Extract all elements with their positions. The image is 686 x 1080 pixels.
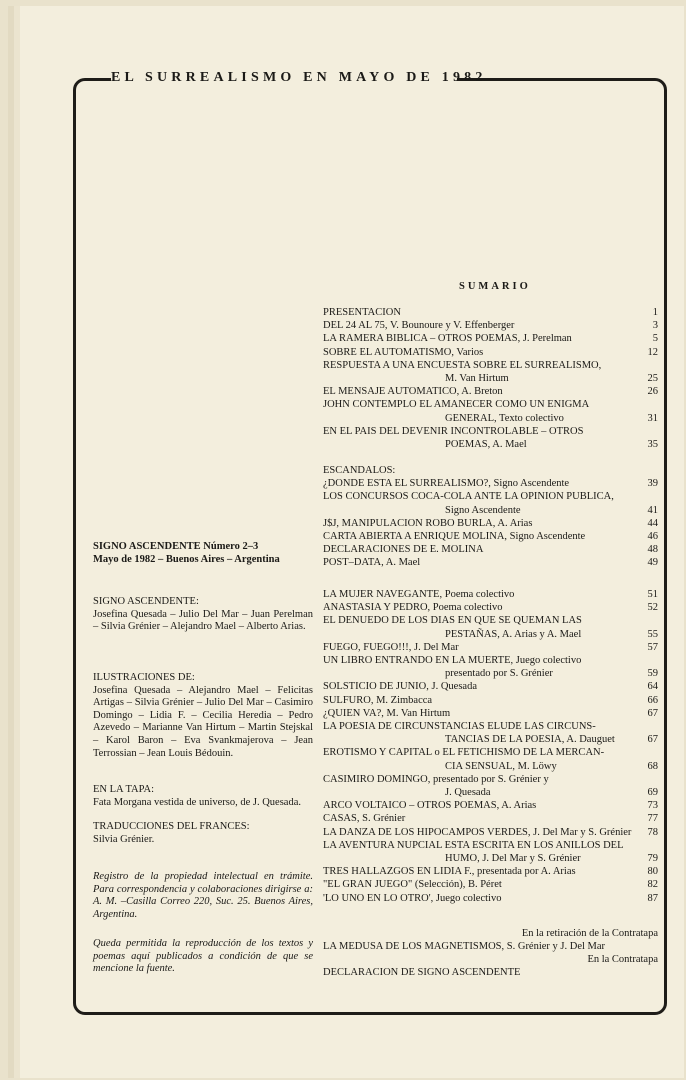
permitida-text: Queda permitida la reproducción de los textos y poemas aquí publicados a condición de que se mencione la fuente. — [93, 938, 313, 975]
toc-entry — [323, 720, 658, 746]
toc-entry — [323, 332, 658, 345]
declaracion-entry: DECLARACION DE SIGNO ASCENDENTE — [323, 967, 521, 978]
toc-entry-title: PRESENTACION — [323, 307, 401, 318]
toc-entry-title: CASAS, S. Grénier — [323, 813, 406, 825]
toc-page-number: 52 — [647, 602, 658, 614]
section-heading-escandalos: ESCANDALOS: — [323, 465, 396, 476]
toc-entry — [323, 826, 658, 839]
toc-page-number: 57 — [647, 641, 658, 653]
toc-entry — [323, 543, 658, 556]
toc-entry — [323, 346, 658, 359]
toc-entry-title: EL MENSAJE AUTOMATICO, A. Breton — [323, 386, 503, 398]
toc-entry-title: SOBRE EL AUTOMATISMO, Varios — [323, 346, 484, 358]
toc-entry — [323, 588, 658, 601]
toc-entry — [323, 746, 658, 772]
toc-page-number: 64 — [647, 681, 658, 693]
toc-entry-title: LA RAMERA BIBLICA – OTROS POEMAS, J. Perelman — [323, 333, 572, 345]
toc-entry — [323, 490, 658, 516]
toc-page-number: 39 — [647, 478, 658, 490]
toc-entry — [323, 799, 658, 812]
toc-entry-title: ANASTASIA Y PEDRO, Poema colectivo — [323, 602, 503, 614]
registro-text: Registro de la propiedad intelectual en trámite. Para correspondencia y colaboraciones dirigirse a: A. M. –Casilla Correo 220, Suc. 25. Buenos Aires, Argentina. — [93, 871, 313, 920]
toc-entry — [323, 319, 658, 332]
toc-entry-title: ARCO VOLTAICO – OTROS POEMAS, A. Arias — [323, 800, 537, 812]
toc-entry-continuation: PESTAÑAS, A. Arias y A. Mael — [445, 628, 582, 640]
medusa-entry: LA MEDUSA DE LOS MAGNETISMOS, S. Grénier y J. Del Mar — [323, 941, 606, 952]
toc-entry-title: SOLSTICIO DE JUNIO, J. Quesada — [323, 681, 477, 693]
colophon-signo — [93, 596, 313, 634]
toc-page-number: 82 — [647, 879, 658, 891]
toc-page-number: 26 — [647, 386, 658, 398]
toc-entry — [323, 517, 658, 530]
toc-entry-title: LA POESIA DE CIRCUNSTANCIAS ELUDE LAS CIRCUNS- — [323, 721, 596, 733]
toc-entry — [323, 641, 658, 654]
toc-entry — [323, 680, 658, 693]
toc-entry — [323, 425, 658, 451]
toc-page-number: 73 — [647, 800, 658, 812]
toc-page-number: 1 — [652, 307, 658, 318]
toc-entry-title: DEL 24 AL 75, V. Bounoure y V. Effenberger — [323, 320, 515, 332]
toc-page-number: 59 — [647, 668, 658, 680]
toc-entry — [323, 878, 658, 891]
toc-entry-title: LA DANZA DE LOS HIPOCAMPOS VERDES, J. Del Mar y S. Grénier — [323, 826, 632, 838]
toc-entry — [323, 839, 658, 865]
toc-entry-continuation: M. Van Hirtum — [445, 373, 509, 385]
toc-page-number: 80 — [647, 866, 658, 878]
page-header: EL SURREALISMO EN MAYO DE 1982 — [111, 68, 457, 88]
toc-group-2 — [323, 464, 658, 570]
toc-entry-title: FUEGO, FUEGO!!!, J. Del Mar — [323, 641, 459, 653]
signo-heading: SIGNO ASCENDENTE: — [93, 596, 199, 607]
toc-entry-title: CASIMIRO DOMINGO, presentado por S. Grénier y — [323, 773, 549, 785]
toc-entry-continuation: HUMO, J. Del Mar y S. Grénier — [445, 853, 581, 865]
toc-entry — [323, 601, 658, 614]
toc-page-number: 46 — [647, 531, 658, 543]
toc-entry — [323, 359, 658, 385]
toc-page-number: 41 — [647, 504, 658, 516]
sumario-title: SUMARIO — [459, 281, 531, 292]
toc-entry — [323, 530, 658, 543]
toc-entry-title: POST–DATA, A. Mael — [323, 557, 421, 569]
toc-page-number: 79 — [647, 853, 658, 865]
traducciones-heading: TRADUCCIONES DEL FRANCES: — [93, 821, 250, 832]
ilustraciones-heading: ILUSTRACIONES DE: — [93, 672, 195, 683]
toc-page-number: 66 — [647, 694, 658, 706]
toc-page-number: 35 — [647, 439, 658, 451]
toc-entry-title: ¿DONDE ESTA EL SURREALISMO?, Signo Ascendente — [323, 478, 570, 490]
toc-entry — [323, 477, 658, 490]
toc-entry-title: J$J, MANIPULACION ROBO BURLA, A. Arias — [323, 517, 533, 529]
issue-title: SIGNO ASCENDENTE Número 2–3 — [93, 541, 259, 552]
toc-page-number: 31 — [647, 412, 658, 424]
contratapa-label: En la Contratapa — [587, 954, 658, 965]
toc-page-number: 48 — [647, 544, 658, 556]
colophon-registro — [93, 871, 313, 921]
colophon-ilustraciones — [93, 672, 313, 760]
retiracion-label: En la retiración de la Contratapa — [521, 928, 658, 939]
toc-entry — [323, 773, 658, 799]
toc-page-number: 49 — [647, 557, 658, 569]
toc-entry — [323, 614, 658, 640]
toc-entry-continuation: CIA SENSUAL, M. Löwy — [445, 760, 557, 772]
toc-entry-continuation: POEMAS, A. Mael — [445, 439, 527, 451]
toc-entry — [323, 654, 658, 680]
toc-entry — [323, 812, 658, 825]
tapa-heading: EN LA TAPA: — [93, 784, 155, 795]
toc-page-number: 68 — [647, 760, 658, 772]
ilustraciones-names: Josefina Quesada – Alejandro Mael – Felicitas Artigas – Silvia Grénier – Julio Del Mar – Casimiro Domingo – Lidia F. – Cecilia Heredia – Pedro Azevedo – Marianne Van Hirtum – Martin Stejskal – Karol Baron – Eva Svankmajerova – Jean Terrossian – Jean Louis Bédouin. — [93, 684, 313, 759]
toc-entry — [323, 556, 658, 569]
signo-members: Josefina Quesada – Julio Del Mar – Juan Perelman – Silvia Grénier – Alejandro Mael – Alberto Arias. — [93, 608, 313, 633]
toc-page-number: 69 — [647, 787, 658, 799]
toc-group-1 — [323, 306, 658, 451]
colophon-issue — [93, 541, 313, 566]
toc-entry-continuation: TANCIAS DE LA POESIA, A. Dauguet — [445, 734, 615, 746]
toc-page-number: 51 — [647, 589, 658, 600]
toc-entry-continuation: Signo Ascendente — [445, 504, 521, 516]
toc-entry-title: LOS CONCURSOS COCA-COLA ANTE LA OPINION PUBLICA, — [323, 491, 614, 503]
toc-entry-continuation: GENERAL, Texto colectivo — [445, 412, 564, 424]
toc-entry-title: 'LO UNO EN LO OTRO', Juego colectivo — [323, 892, 502, 904]
toc-entry — [323, 892, 658, 905]
toc-group-3 — [323, 588, 658, 905]
toc-page-number: 3 — [652, 320, 658, 332]
toc-entry — [323, 385, 658, 398]
toc-page-number: 78 — [647, 826, 658, 838]
toc-entry-title: "EL GRAN JUEGO" (Selección), B. Péret — [323, 879, 502, 891]
toc-entry-title: JOHN CONTEMPLO EL AMANECER COMO UN ENIGMA — [323, 399, 590, 411]
toc-entry-title: EL DENUEDO DE LOS DIAS EN QUE SE QUEMAN LAS — [323, 615, 582, 627]
colophon-permitida — [93, 938, 313, 976]
colophon-tapa — [93, 784, 313, 809]
toc-page-number: 87 — [647, 892, 658, 904]
toc-entry — [323, 398, 658, 424]
issue-date: Mayo de 1982 – Buenos Aires – Argentina — [93, 553, 280, 565]
toc-entry — [323, 865, 658, 878]
toc-page-number: 25 — [647, 373, 658, 385]
toc-page-number: 44 — [647, 517, 658, 529]
toc-entry-continuation: presentado por S. Grénier — [445, 668, 553, 680]
toc-page-number: 77 — [647, 813, 658, 825]
toc-entry-title: DECLARACIONES DE E. MOLINA — [323, 544, 484, 556]
toc-page-number: 55 — [647, 628, 658, 640]
toc-entry-title: LA MUJER NAVEGANTE, Poema colectivo — [323, 589, 515, 600]
traducciones-text: Silvia Grénier. — [93, 833, 155, 845]
toc-entry-title: LA AVENTURA NUPCIAL ESTA ESCRITA EN LOS ANILLOS DEL — [323, 839, 624, 851]
toc-entry-title: UN LIBRO ENTRANDO EN LA MUERTE, Juego colectivo — [323, 655, 582, 667]
toc-entry-title: EN EL PAIS DEL DEVENIR INCONTROLABLE – OTROS — [323, 425, 584, 437]
toc-entry-title: ¿QUIEN VA?, M. Van Hirtum — [323, 707, 451, 719]
toc-entry-title: SULFURO, M. Zimbacca — [323, 694, 433, 706]
toc-entry-continuation: J. Quesada — [445, 787, 491, 799]
toc-entry — [323, 707, 658, 720]
toc-page-number: 67 — [647, 707, 658, 719]
colophon-traducciones — [93, 821, 313, 846]
toc-entry — [323, 306, 658, 319]
toc-entry-title: TRES HALLAZGOS EN LIDIA F., presentada por A. Arias — [323, 866, 576, 878]
toc-entry-title: EROTISMO Y CAPITAL o EL FETICHISMO DE LA MERCAN- — [323, 747, 605, 759]
toc-entry-title: RESPUESTA A UNA ENCUESTA SOBRE EL SURREALISMO, — [323, 359, 602, 371]
tapa-text: Fata Morgana vestida de universo, de J. Quesada. — [93, 796, 302, 808]
toc-page-number: 12 — [647, 346, 658, 358]
toc-entry — [323, 694, 658, 707]
toc-page-number: 5 — [652, 333, 658, 345]
toc-page-number: 67 — [647, 734, 658, 746]
toc-entry-title: CARTA ABIERTA A ENRIQUE MOLINA, Signo Ascendente — [323, 531, 586, 543]
back-cover-notes — [323, 927, 658, 979]
